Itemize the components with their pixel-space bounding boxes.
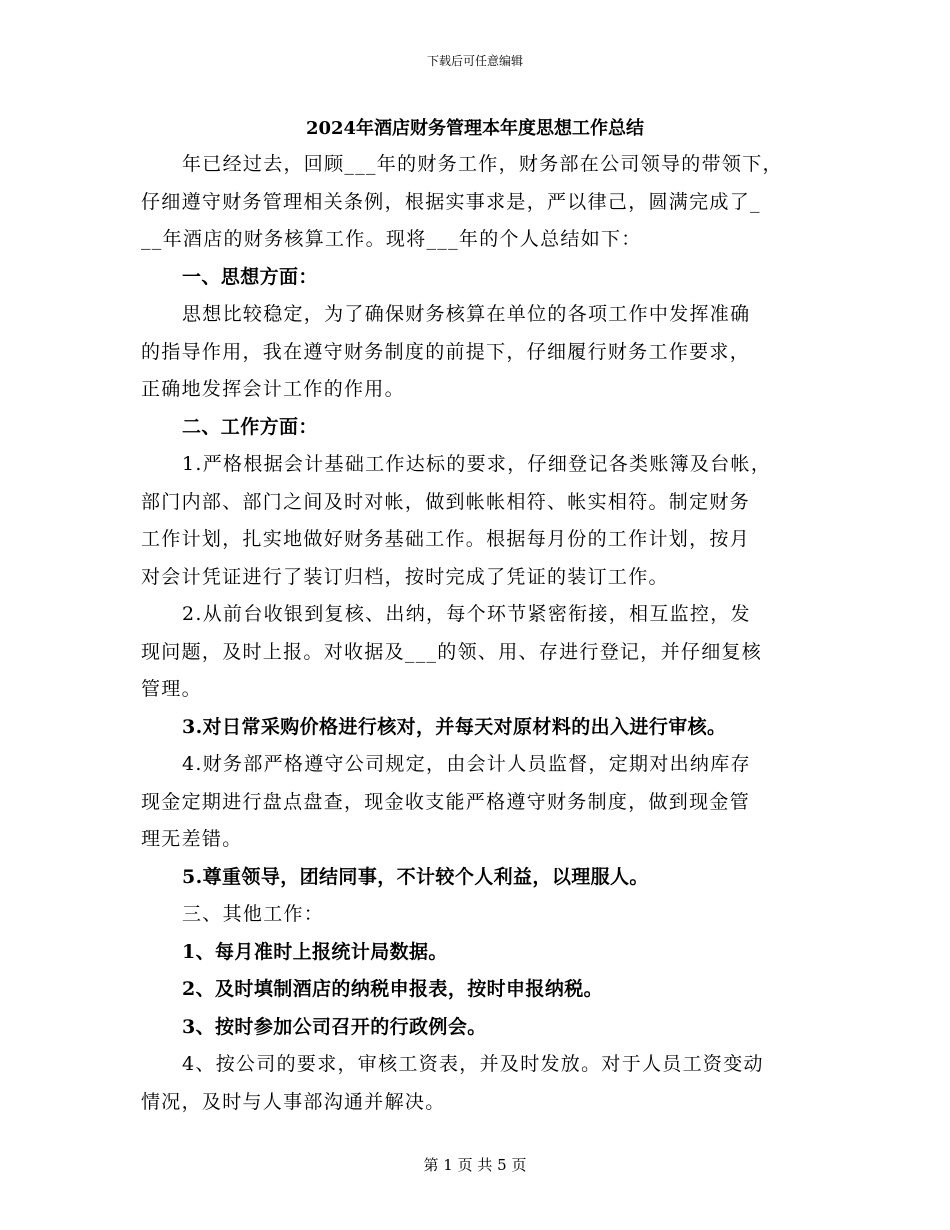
header-note: 下载后可任意编辑 (426, 54, 523, 68)
document-title: 2024年酒店财务管理本年度思想工作总结 (305, 118, 645, 139)
body-text-line: 情况，及时与人事部沟通并解决。 (141, 1090, 446, 1113)
body-text-line: 现问题，及时上报。对收据及___的领、用、存进行登记，并仔细复核 (141, 640, 763, 663)
document-body (141, 151, 811, 1126)
page-footer: 第 1 页 共 5 页 (423, 1156, 527, 1174)
body-text-line: 1.严格根据会计基础工作达标的要求，仔细登记各类账簿及台帐， (182, 453, 772, 475)
body-text-line: 4、按公司的要求，审核工资表，并及时发放。对于人员工资变动 (182, 1053, 764, 1075)
body-text-line: 理无差错。 (141, 828, 243, 850)
body-text-line: __年酒店的财务核算工作。现将___年的个人总结如下： (141, 228, 642, 250)
section-heading-line: 3.对日常采购价格进行核对，并每天对原材料的出入进行审核。 (182, 715, 727, 738)
body-text-line: 的指导作用，我在遵守财务制度的前提下，仔细履行财务工作要求， (141, 340, 751, 363)
section-heading-line: 二、工作方面： (182, 415, 318, 438)
body-text-line: 4.财务部严格遵守公司规定，由会计人员监督，定期对出纳库存 (182, 753, 751, 775)
section-heading-line: 2、及时填制酒店的纳税申报表，按时申报纳税。 (182, 978, 604, 1000)
body-text-line: 年已经过去，回顾___年的财务工作，财务部在公司领导的带领下， (182, 153, 783, 175)
body-text-line: 对会计凭证进行了装订归档，按时完成了凭证的装订工作。 (141, 565, 669, 588)
body-text-line: 现金定期进行盘点盘查，现金收支能严格遵守财务制度，做到现金管 (141, 790, 751, 813)
body-text-line: 三、其他工作： (182, 903, 325, 925)
section-heading-line: 5.尊重领导，团结同事，不计较个人利益，以理服人。 (182, 865, 649, 888)
body-text-line: 仔细遵守财务管理相关条例，根据实事求是，严以律己，圆满完成了_ (141, 190, 761, 213)
body-text-line: 正确地发挥会计工作的作用。 (141, 378, 405, 400)
body-text-line: 思想比较稳定，为了确保财务核算在单位的各项工作中发挥准确 (182, 303, 751, 325)
section-heading-line: 一、思想方面： (182, 265, 318, 288)
body-text-line: 管理。 (141, 678, 202, 700)
body-text-line: 工作计划，扎实地做好财务基础工作。根据每月份的工作计划，按月 (141, 528, 751, 550)
section-heading-line: 1、每月准时上报统计局数据。 (182, 940, 448, 963)
body-text-line: 部门内部、部门之间及时对帐，做到帐帐相符、帐实相符。制定财务 (141, 490, 751, 513)
section-heading-line: 3、按时参加公司召开的行政例会。 (182, 1015, 487, 1038)
body-text-line: 2.从前台收银到复核、出纳，每个环节紧密衔接，相互监控，发 (182, 603, 751, 625)
